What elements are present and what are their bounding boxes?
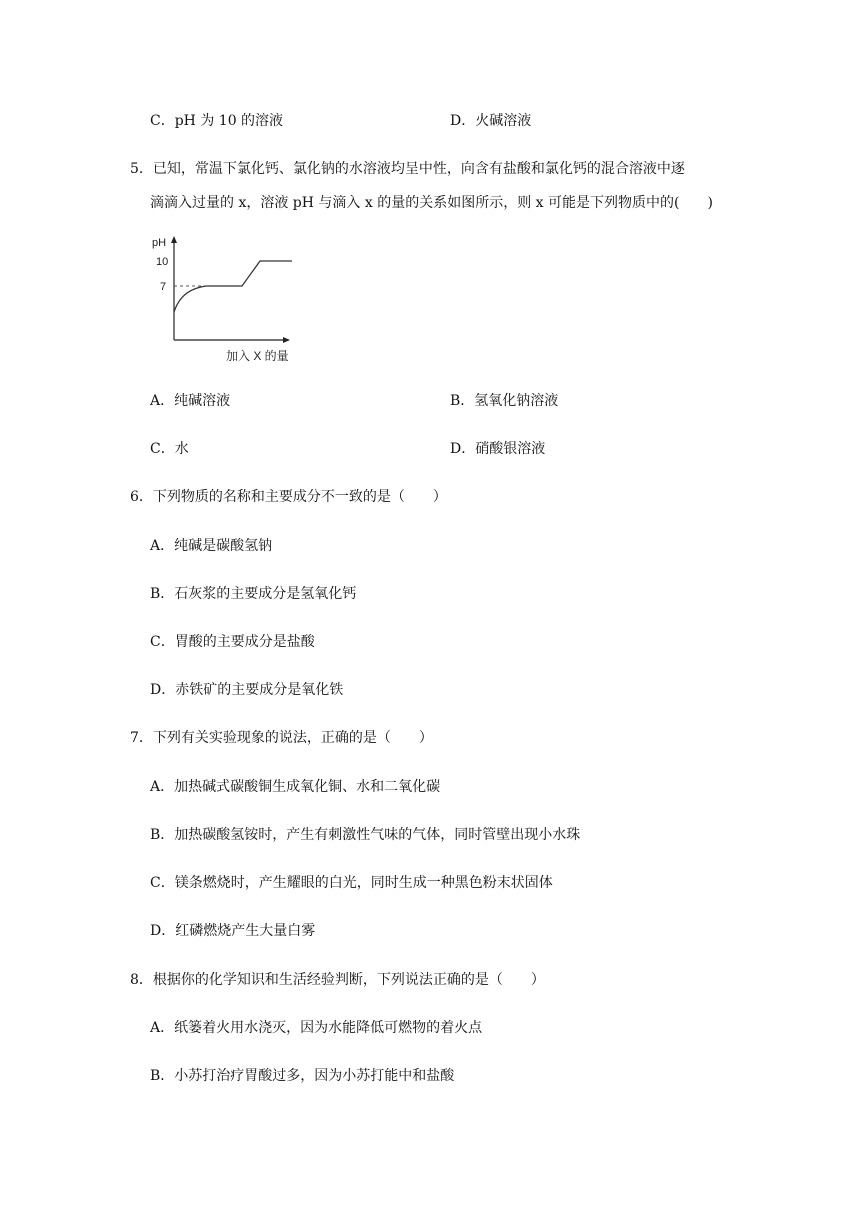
- q8-stem: 8．根据你的化学知识和生活经验判断，下列说法正确的是（ ）: [130, 972, 545, 988]
- q4-option-c: C．pH 为 10 的溶液: [150, 113, 284, 129]
- q8-option-b: B．小苏打治疗胃酸过多，因为小苏打能中和盐酸: [150, 1068, 455, 1084]
- q5-option-a: A．纯碱溶液: [150, 393, 231, 409]
- tick-label-7: 7: [160, 281, 167, 293]
- q6-option-c: C．胃酸的主要成分是盐酸: [150, 634, 315, 650]
- q5-option-d: D．硝酸银溶液: [450, 441, 546, 457]
- q4-option-d: D．火碱溶液: [450, 113, 532, 129]
- q7-option-d: D．红磷燃烧产生大量白雾: [150, 923, 316, 939]
- ph-graph: [150, 232, 310, 368]
- q5-stem-line2: 滴滴入过量的 x，溶液 pH 与滴入 x 的量的关系如图所示，则 x 可能是下列物质中的( ): [150, 195, 713, 211]
- q6-option-b: B．石灰浆的主要成分是氢氧化钙: [150, 586, 357, 602]
- y-axis-label: pH: [152, 237, 167, 249]
- q7-option-b: B．加热碳酸氢铵时，产生有刺激性气味的气体，同时管壁出现小水珠: [150, 827, 581, 843]
- q6-stem: 6．下列物质的名称和主要成分不一致的是（ ）: [130, 489, 447, 505]
- tick-label-10: 10: [156, 256, 169, 268]
- q5-stem-line1: 5．已知，常温下氯化钙、氯化钠的水溶液均呈中性，向含有盐酸和氯化钙的混合溶液中逐: [130, 161, 685, 177]
- q7-stem: 7．下列有关实验现象的说法，正确的是（ ）: [130, 730, 433, 746]
- x-axis-arrow: [283, 337, 290, 343]
- q7-option-c: C．镁条燃烧时，产生耀眼的白光，同时生成一种黑色粉末状固体: [150, 875, 553, 891]
- y-axis-arrow: [171, 236, 177, 243]
- q6-option-a: A．纯碱是碳酸氢钠: [150, 538, 273, 554]
- q6-option-d: D．赤铁矿的主要成分是氧化铁: [150, 682, 344, 698]
- q8-option-a: A．纸篓着火用水浇灭，因为水能降低可燃物的着火点: [150, 1020, 483, 1036]
- q7-option-a: A．加热碱式碳酸铜生成氧化铜、水和二氧化碳: [150, 779, 441, 795]
- q5-option-c: C．水: [150, 441, 189, 457]
- ph-curve: [174, 261, 292, 312]
- q5-option-b: B．氢氧化钠溶液: [450, 393, 559, 409]
- x-axis-label: 加入 X 的量: [226, 349, 289, 363]
